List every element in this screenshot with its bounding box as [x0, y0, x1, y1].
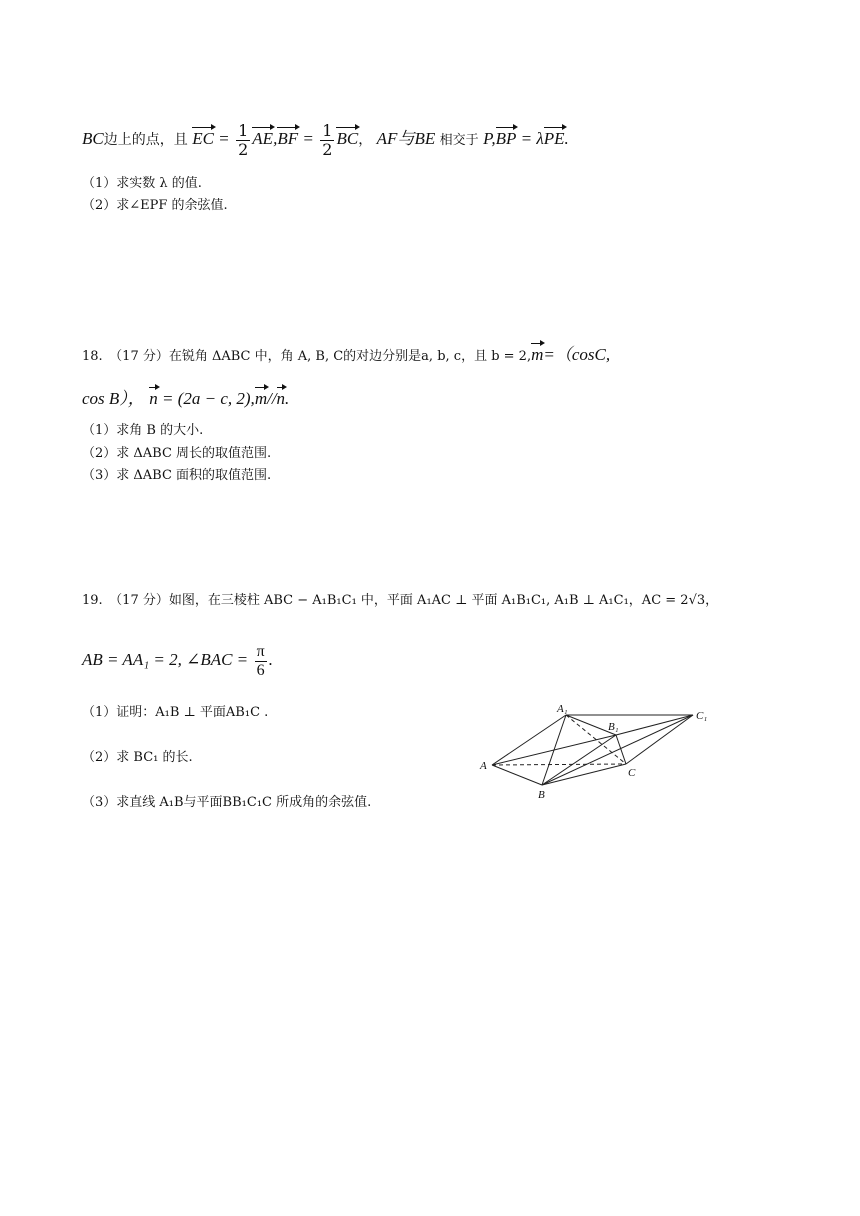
period: .: [564, 129, 569, 149]
edge-aa1: [492, 715, 566, 765]
p18-q3: （3）求 ΔABC 面积的取值范围.: [82, 468, 272, 483]
fraction-pi-6: [255, 643, 267, 679]
period: .: [285, 389, 290, 408]
p18-line2b: = (2a − c, 2),: [162, 389, 255, 408]
label-b: B: [538, 789, 545, 801]
frac-den: 2: [238, 139, 249, 159]
cn-comma: ，: [358, 132, 373, 149]
lambda: = λ: [520, 129, 544, 149]
edge-cc1: [626, 715, 693, 764]
p17-text1: 边上的点，且: [103, 132, 188, 149]
p17-q1: （1）求实数 λ 的值.: [82, 176, 202, 191]
af-be: AF与BE: [376, 129, 436, 149]
frac-den: 6: [256, 661, 265, 679]
p18-head-text: 18. （17 分）在锐角 ΔABC 中，角 A, B, C的对边分别是a, b, c，且 b = 2,: [82, 349, 532, 364]
p19-line2: [82, 643, 273, 679]
edge-b1c1: [616, 715, 693, 735]
edge-bb1: [542, 735, 616, 785]
label-b1: B₁: [608, 721, 619, 733]
p18-head: [82, 346, 610, 363]
label-c: C: [628, 767, 636, 779]
frac-num: 1: [238, 121, 249, 140]
edge-ac-hidden: [492, 764, 626, 765]
edge-bc: [542, 764, 626, 785]
period: .: [268, 650, 273, 670]
point-p: P,: [483, 129, 496, 149]
parallel: //: [267, 389, 277, 408]
p17-q2: （2）求∠EPF 的余弦值.: [82, 198, 228, 213]
vec-ae: AE: [252, 129, 274, 149]
fraction-half-1: [236, 122, 250, 158]
frac-num: π: [256, 643, 265, 660]
p19-head: 19. （17 分）如图，在三棱柱 ABC − A₁B₁C₁ 中，平面 A₁AC ⊥ 平面 A₁B₁C₁, A₁B ⊥ A₁C₁，AC = 2√3，: [82, 593, 719, 608]
label-a: A: [480, 760, 487, 772]
vec-bf: BF: [277, 129, 299, 149]
m-rest: =（cosC,: [543, 345, 611, 364]
p18-q1: （1）求角 B 的大小.: [82, 423, 204, 438]
p17-intersect: 相交于: [439, 133, 479, 149]
frac-num: 1: [322, 121, 333, 140]
label-a1: A₁: [557, 703, 568, 715]
comma: ,: [273, 129, 278, 149]
vec-n: n: [149, 389, 158, 408]
fraction-half-2: [320, 122, 334, 158]
vec-pe: PE: [543, 129, 565, 149]
eq-sign: =: [302, 129, 314, 149]
vec-bc: BC: [336, 129, 359, 149]
p19-q3: （3）求直线 A₁B与平面BB₁C₁C 所成角的余弦值.: [82, 795, 372, 810]
vec-bp: BP: [495, 129, 517, 149]
p18-q2: （2）求 ΔABC 周长的取值范围.: [82, 446, 272, 461]
edge-ab: [492, 765, 542, 785]
eq-sign: =: [218, 129, 230, 149]
prism-figure: [478, 700, 718, 810]
p18-line2: [82, 390, 289, 407]
p17-line1: [82, 122, 569, 158]
edge-ab1: [492, 735, 616, 765]
p19-line2a: AB = AA₁ = 2, ∠BAC =: [82, 650, 249, 670]
p19-q1: （1）证明：A₁B ⊥ 平面AB₁C .: [82, 705, 269, 720]
vec-n2: n: [276, 389, 286, 408]
p19-q2: （2）求 BC₁ 的长.: [82, 750, 193, 765]
vec-ec: EC: [192, 129, 214, 149]
p18-line2a: cos B），: [82, 389, 145, 408]
vec-m2: m: [254, 389, 268, 408]
frac-den: 2: [322, 139, 333, 159]
label-c1: C₁: [696, 710, 708, 722]
p17-bc: BC: [82, 129, 104, 149]
vec-m: m: [531, 345, 544, 364]
